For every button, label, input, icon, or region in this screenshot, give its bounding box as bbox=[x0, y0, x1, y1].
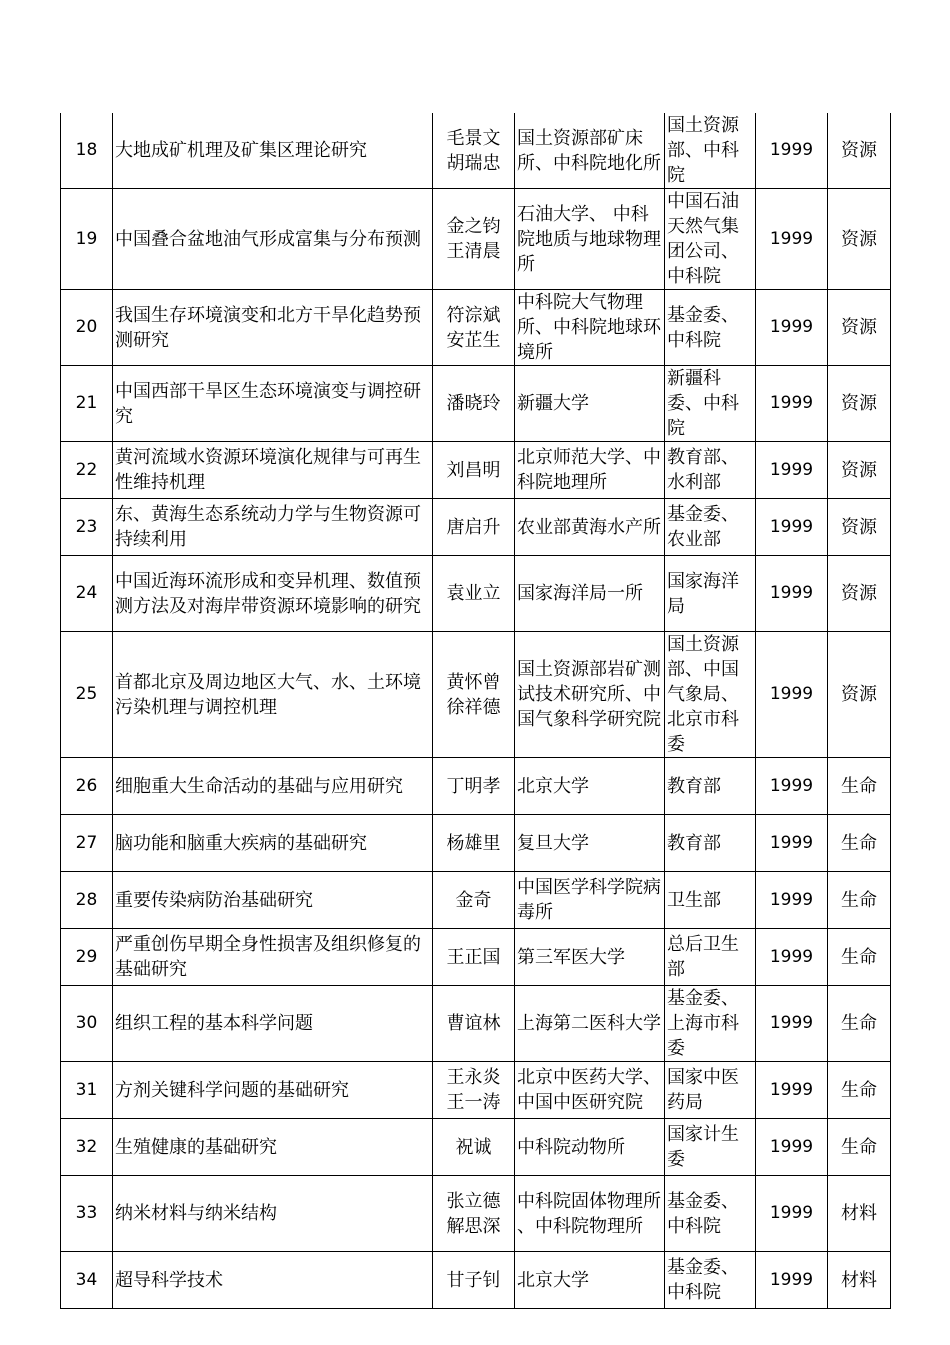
approval-year: 1999 bbox=[756, 1119, 828, 1176]
chief-scientists bbox=[433, 758, 515, 815]
row-number: 30 bbox=[61, 986, 113, 1062]
chief-scientists bbox=[433, 290, 515, 366]
table-row bbox=[61, 758, 891, 815]
approval-year: 1999 bbox=[756, 499, 828, 556]
supervising-department: 基金委、农业部 bbox=[665, 499, 756, 556]
project-title: 纳米材料与纳米结构 bbox=[113, 1176, 433, 1252]
chief-scientist-name: 王清晨 bbox=[446, 241, 501, 262]
project-table bbox=[60, 113, 891, 1309]
research-field: 生命 bbox=[828, 815, 891, 872]
table-row bbox=[61, 189, 891, 290]
project-title: 重要传染病防治基础研究 bbox=[113, 872, 433, 929]
supervising-department: 教育部、水利部 bbox=[665, 442, 756, 499]
project-title: 方剂关键科学问题的基础研究 bbox=[113, 1062, 433, 1119]
research-field: 资源 bbox=[828, 113, 891, 189]
host-institution: 复旦大学 bbox=[515, 815, 665, 872]
project-table-body bbox=[61, 113, 891, 1309]
host-institution: 农业部黄海水产所 bbox=[515, 499, 665, 556]
approval-year: 1999 bbox=[756, 815, 828, 872]
chief-scientists bbox=[433, 366, 515, 442]
row-number: 26 bbox=[61, 758, 113, 815]
approval-year: 1999 bbox=[756, 1176, 828, 1252]
chief-scientist-name: 祝诚 bbox=[455, 1136, 492, 1158]
supervising-department: 国土资源部、中国气象局、北京市科委 bbox=[665, 632, 756, 758]
table-row bbox=[61, 632, 891, 758]
supervising-department: 国家计生委 bbox=[665, 1119, 756, 1176]
supervising-department: 基金委、中科院 bbox=[665, 1252, 756, 1309]
table-row bbox=[61, 499, 891, 556]
table-row bbox=[61, 986, 891, 1062]
table-row bbox=[61, 1119, 891, 1176]
project-title: 生殖健康的基础研究 bbox=[113, 1119, 433, 1176]
supervising-department: 卫生部 bbox=[665, 872, 756, 929]
host-institution: 中国医学科学院病毒所 bbox=[515, 872, 665, 929]
chief-scientist-name: 唐启升 bbox=[446, 516, 501, 538]
row-number: 20 bbox=[61, 290, 113, 366]
chief-scientist-name: 胡瑞忠 bbox=[446, 152, 501, 174]
chief-scientist-name: 金奇 bbox=[455, 889, 492, 911]
row-number: 28 bbox=[61, 872, 113, 929]
table-row bbox=[61, 1252, 891, 1309]
host-institution: 中科院大气物理所、中科院地球环境所 bbox=[515, 290, 665, 366]
approval-year: 1999 bbox=[756, 929, 828, 986]
host-institution: 石油大学、 中科院地质与地球物理所 bbox=[515, 189, 665, 290]
chief-scientist-name: 杨雄里 bbox=[446, 832, 501, 854]
supervising-department: 国土资源部、中科院 bbox=[665, 113, 756, 189]
research-field: 资源 bbox=[828, 290, 891, 366]
approval-year: 1999 bbox=[756, 366, 828, 442]
supervising-department: 中国石油天然气集团公司、中科院 bbox=[665, 189, 756, 290]
project-title: 东、黄海生态系统动力学与生物资源可持续利用 bbox=[113, 499, 433, 556]
chief-scientist-name: 王一涛 bbox=[446, 1092, 501, 1113]
project-title: 细胞重大生命活动的基础与应用研究 bbox=[113, 758, 433, 815]
chief-scientists bbox=[433, 815, 515, 872]
table-row bbox=[61, 113, 891, 189]
chief-scientist-name: 金之钧 bbox=[446, 216, 501, 237]
chief-scientist-name: 黄怀曾 bbox=[446, 671, 501, 693]
approval-year: 1999 bbox=[756, 1062, 828, 1119]
row-number: 33 bbox=[61, 1176, 113, 1252]
chief-scientist-name: 曹谊林 bbox=[446, 1013, 501, 1034]
chief-scientists bbox=[433, 986, 515, 1062]
table-row bbox=[61, 290, 891, 366]
research-field: 生命 bbox=[828, 929, 891, 986]
table-row bbox=[61, 929, 891, 986]
chief-scientist-name: 符淙斌 bbox=[446, 304, 501, 326]
chief-scientists bbox=[433, 442, 515, 499]
table-row bbox=[61, 1176, 891, 1252]
approval-year: 1999 bbox=[756, 113, 828, 189]
table-row bbox=[61, 556, 891, 632]
table-row bbox=[61, 872, 891, 929]
research-field: 资源 bbox=[828, 556, 891, 632]
table-row bbox=[61, 815, 891, 872]
supervising-department: 基金委、上海市科委 bbox=[665, 986, 756, 1062]
row-number: 31 bbox=[61, 1062, 113, 1119]
approval-year: 1999 bbox=[756, 290, 828, 366]
host-institution: 第三军医大学 bbox=[515, 929, 665, 986]
host-institution: 北京大学 bbox=[515, 758, 665, 815]
approval-year: 1999 bbox=[756, 872, 828, 929]
supervising-department: 教育部 bbox=[665, 758, 756, 815]
research-field: 资源 bbox=[828, 442, 891, 499]
host-institution: 国土资源部矿床所、中科院地化所 bbox=[515, 113, 665, 189]
chief-scientist-name: 刘昌明 bbox=[446, 459, 501, 481]
chief-scientist-name: 袁业立 bbox=[446, 583, 501, 604]
host-institution: 中科院动物所 bbox=[515, 1119, 665, 1176]
host-institution: 中科院固体物理所 、中科院物理所 bbox=[515, 1176, 665, 1252]
row-number: 34 bbox=[61, 1252, 113, 1309]
chief-scientists bbox=[433, 1119, 515, 1176]
table-row bbox=[61, 1062, 891, 1119]
chief-scientist-name: 甘子钊 bbox=[446, 1269, 501, 1291]
table-row bbox=[61, 366, 891, 442]
research-field: 资源 bbox=[828, 499, 891, 556]
chief-scientists bbox=[433, 1176, 515, 1252]
host-institution: 国土资源部岩矿测试技术研究所、中国气象科学研究院 bbox=[515, 632, 665, 758]
supervising-department: 国家中医药局 bbox=[665, 1062, 756, 1119]
approval-year: 1999 bbox=[756, 632, 828, 758]
approval-year: 1999 bbox=[756, 986, 828, 1062]
supervising-department: 总后卫生部 bbox=[665, 929, 756, 986]
approval-year: 1999 bbox=[756, 1252, 828, 1309]
chief-scientists bbox=[433, 632, 515, 758]
chief-scientist-name: 徐祥德 bbox=[446, 696, 501, 718]
project-title: 严重创伤早期全身性损害及组织修复的基础研究 bbox=[113, 929, 433, 986]
research-field: 生命 bbox=[828, 1062, 891, 1119]
research-field: 材料 bbox=[828, 1176, 891, 1252]
chief-scientists bbox=[433, 499, 515, 556]
research-field: 生命 bbox=[828, 986, 891, 1062]
chief-scientists bbox=[433, 556, 515, 632]
chief-scientist-name: 丁明孝 bbox=[446, 775, 501, 797]
supervising-department: 基金委、中科院 bbox=[665, 1176, 756, 1252]
approval-year: 1999 bbox=[756, 189, 828, 290]
project-title: 中国西部干旱区生态环境演变与调控研究 bbox=[113, 366, 433, 442]
project-title: 我国生存环境演变和北方干旱化趋势预测研究 bbox=[113, 290, 433, 366]
approval-year: 1999 bbox=[756, 442, 828, 499]
row-number: 29 bbox=[61, 929, 113, 986]
chief-scientists bbox=[433, 1252, 515, 1309]
research-field: 资源 bbox=[828, 189, 891, 290]
row-number: 23 bbox=[61, 499, 113, 556]
chief-scientists bbox=[433, 113, 515, 189]
research-field: 材料 bbox=[828, 1252, 891, 1309]
row-number: 18 bbox=[61, 113, 113, 189]
row-number: 25 bbox=[61, 632, 113, 758]
row-number: 22 bbox=[61, 442, 113, 499]
chief-scientist-name: 王永炎 bbox=[446, 1067, 501, 1088]
row-number: 32 bbox=[61, 1119, 113, 1176]
host-institution: 北京中医药大学、中国中医研究院 bbox=[515, 1062, 665, 1119]
chief-scientist-name: 安芷生 bbox=[446, 329, 501, 351]
supervising-department: 基金委、中科院 bbox=[665, 290, 756, 366]
research-field: 生命 bbox=[828, 1119, 891, 1176]
chief-scientist-name: 张立德 bbox=[446, 1190, 501, 1212]
host-institution: 北京大学 bbox=[515, 1252, 665, 1309]
table-row bbox=[61, 442, 891, 499]
chief-scientists bbox=[433, 1062, 515, 1119]
approval-year: 1999 bbox=[756, 556, 828, 632]
supervising-department: 新疆科委、中科院 bbox=[665, 366, 756, 442]
chief-scientists bbox=[433, 189, 515, 290]
chief-scientist-name: 解思深 bbox=[446, 1215, 501, 1237]
supervising-department: 教育部 bbox=[665, 815, 756, 872]
project-title: 中国近海环流形成和变异机理、数值预测方法及对海岸带资源环境影响的研究 bbox=[113, 556, 433, 632]
project-title: 脑功能和脑重大疾病的基础研究 bbox=[113, 815, 433, 872]
project-title: 组织工程的基本科学问题 bbox=[113, 986, 433, 1062]
project-title: 超导科学技术 bbox=[113, 1252, 433, 1309]
approval-year: 1999 bbox=[756, 758, 828, 815]
research-field: 生命 bbox=[828, 872, 891, 929]
project-title: 首都北京及周边地区大气、水、土环境污染机理与调控机理 bbox=[113, 632, 433, 758]
research-field: 资源 bbox=[828, 366, 891, 442]
chief-scientist-name: 王正国 bbox=[446, 946, 501, 968]
chief-scientist-name: 潘晓玲 bbox=[446, 393, 501, 414]
row-number: 24 bbox=[61, 556, 113, 632]
host-institution: 北京师范大学、中科院地理所 bbox=[515, 442, 665, 499]
chief-scientists bbox=[433, 872, 515, 929]
row-number: 21 bbox=[61, 366, 113, 442]
row-number: 19 bbox=[61, 189, 113, 290]
chief-scientists bbox=[433, 929, 515, 986]
project-title: 大地成矿机理及矿集区理论研究 bbox=[113, 113, 433, 189]
host-institution: 国家海洋局一所 bbox=[515, 556, 665, 632]
project-title: 中国叠合盆地油气形成富集与分布预测 bbox=[113, 189, 433, 290]
host-institution: 上海第二医科大学 bbox=[515, 986, 665, 1062]
research-field: 资源 bbox=[828, 632, 891, 758]
row-number: 27 bbox=[61, 815, 113, 872]
chief-scientist-name: 毛景文 bbox=[446, 127, 501, 149]
research-field: 生命 bbox=[828, 758, 891, 815]
supervising-department: 国家海洋局 bbox=[665, 556, 756, 632]
host-institution: 新疆大学 bbox=[515, 366, 665, 442]
project-title: 黄河流域水资源环境演化规律与可再生性维持机理 bbox=[113, 442, 433, 499]
